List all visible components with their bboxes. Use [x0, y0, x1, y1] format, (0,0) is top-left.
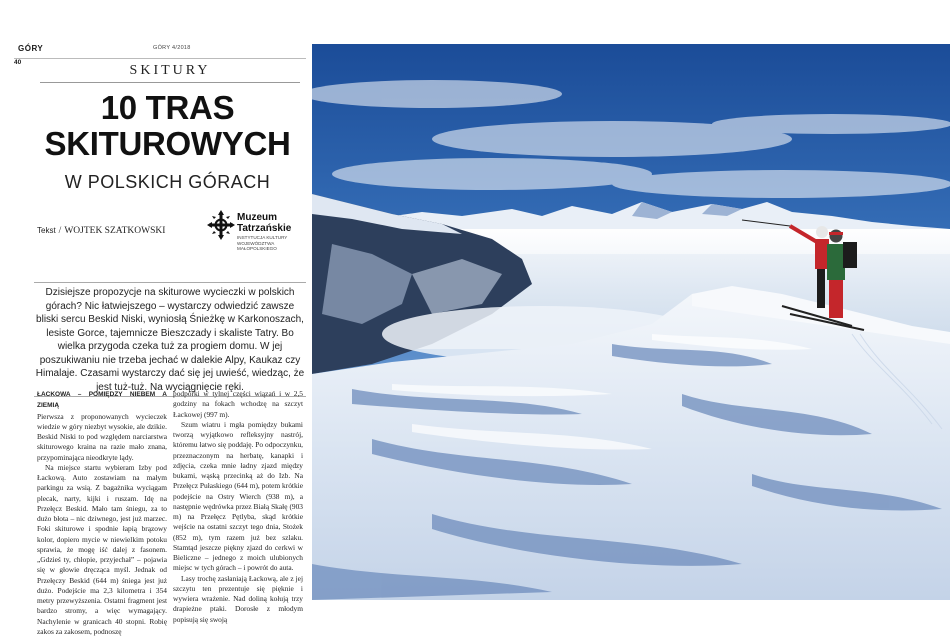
skiers-on-snowy-ridge-photo [312, 44, 950, 600]
page-number: 40 [14, 59, 22, 66]
divider [40, 82, 300, 83]
photo-illustration [312, 44, 950, 600]
body-text [37, 389, 303, 636]
left-page [0, 0, 310, 639]
author-label: Tekst [37, 226, 56, 235]
author-separator: / [58, 226, 62, 236]
article-title [0, 90, 335, 162]
running-header [14, 44, 306, 59]
author-credit [37, 226, 165, 236]
paragraph: Pierwsza z proponowanych wycieczek wiedzie w góry niezbyt wysokie, ale dzikie. Beskid Niski to pod względem narciarstwa skiturowego kraina na razie mało znana, przypominająca nieodkryte lądy. [37, 411, 167, 462]
paragraph: Lasy trochę zasłaniają Łackową, ale z jej szczytu ten prezentuje się pięknie i wywiera wrażenie. Nad doliną kołują trzy drapieżne ptaki. Dorosłe z młodym popisują się swoją [173, 573, 303, 624]
issue-label: GÓRY 4/2018 [153, 45, 191, 51]
museum-name: Muzeum Tatrzańskie [237, 212, 292, 234]
title-line-1: 10 TRAS [100, 89, 235, 126]
magazine-name: GÓRY [18, 44, 44, 53]
article-subtitle: W POLSKICH GÓRACH [64, 172, 271, 192]
text-column-1 [37, 389, 167, 636]
title-line-2: SKITUROWYCH [44, 125, 291, 162]
lead-paragraph: Dzisiejsze propozycje na skiturowe wycieczki w polskich górach? Nic łatwiejszego – wystarczy odwiedzić zawsze bliski sercu Beskid Niski, wyniosłą Śnieżkę w Karkonoszach, lesiste Gorce, tajemnicze Bieszczady i skaliste Tatry. Bo wielka przygoda czeka tuż za progiem domu. W jej poszukiwaniu nie trzeba jechać w dalekie Alpy, Kaukaz czy Himalaje. Czasami wystarczy dać się jej uwieść, wiedząc, że jest tuż-tuż. Na wyciągnięcie ręki. [34, 282, 306, 397]
museum-logo [207, 210, 312, 260]
paragraph: Na miejsce startu wybieram Izby pod Łackową. Auto zostawiam na małym parkingu za wsią. Z bagażnika wyciągam plecak, narty, kijki i ruszam. Idę na Przełęcz Beskid. Mało tam śniegu, za to dużo błota – nic dziwnego, jest już marzec. Foki skiturowe i spodnie łapią brązowy kolor, dopiero mycie w niewielkim potoku sprawia, że mogę iść dalej z fasonem. „Gdzieś ty, chłopie, przyjechał” – pojawia się w głowie dręcząca myśl. Jednak od Przełęczy Beskid (644 m) śniega jest już dużo. Podejście ma 2,3 kilometra i 354 metry przewyższenia. Ostatni fragment jest bardzo stromy, a więc wymagający. Nachylenie w granicach 40 stopni. Robię zakos za zakosem, podnoszę [37, 462, 167, 636]
museum-emblem-icon [207, 210, 235, 240]
text-column-2 [173, 389, 303, 624]
museum-subtitle: INSTYTUCJA KULTURY WOJEWÓDZTWA MAŁOPOLSKIEGO [237, 235, 288, 251]
paragraph: podpórki w tylnej części wiązań i w 2,5 godziny na fokach wchodzę na szczyt Łackowej (997 m). [173, 389, 303, 419]
author-name: WOJTEK SZATKOWSKI [64, 226, 166, 236]
body-heading: ŁACKOWA – POMIĘDZY NIEBEM A ZIEMIĄ [37, 391, 167, 410]
section-label: SKITURY [129, 63, 211, 78]
paragraph: Szum wiatru i mgła pomiędzy bukami tworzą wyjątkowo refleksyjny nastrój, któremu łatwo się poddaję. Po odpoczynku, przeznaczonym na herbatę, kanapki i zdjęcia, czeka mnie ładny zjazd między bukami, wąską przecinką aż do Izb. Na Przełęcz Pułaskiego (644 m), potem krótkie podejście na Ostry Wierch (938 m), a następnie wędrówka przez Białą Skałę (903 m) na Przełęcz Pętlyba, skąd krótkie wejście na ostatni szczyt tego dnia, Stożek (852 m), tym razem już bez szlaku. Stamtąd jeszcze piękny zjazd do cerkwi w Bieliczne – jednego z moich ulubionych miejsc w tych górach – i powrót do auta. [173, 419, 303, 573]
